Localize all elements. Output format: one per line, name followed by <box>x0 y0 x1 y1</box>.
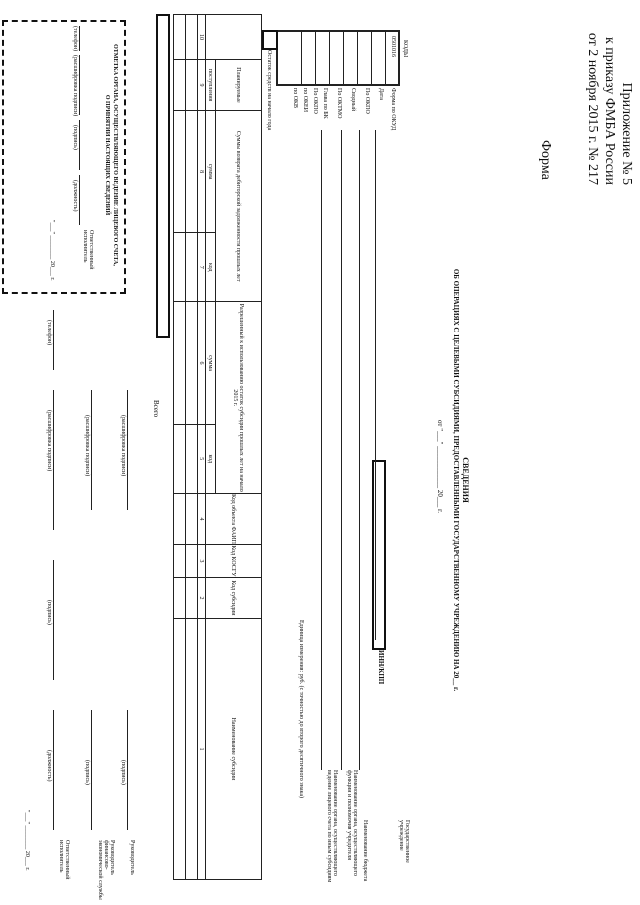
okpo2-label: По ОКПО <box>312 88 318 114</box>
sig-exec-podpis: (подпись) <box>46 600 52 625</box>
organ-functions-label: Наименование органа, осуществляющего функции и полномочия учредителя <box>346 770 358 876</box>
sub-sum-2: сумма <box>206 302 216 424</box>
inn-label: ИНН/КПП <box>377 650 385 685</box>
sig-exec-label: Ответственный исполнитель <box>58 840 70 880</box>
col-planned-pay-header <box>206 15 262 60</box>
sig-exec-rassh: (расшифровка подписи) <box>46 410 52 472</box>
form-label: Форма <box>538 140 553 180</box>
institution-label: Государственное учреждение <box>398 820 410 863</box>
subsidy-table <box>173 14 262 880</box>
col-kosgu-header: Код КОСГУ <box>206 545 262 578</box>
sig-head-rassh: (расшифровка подписи) <box>120 415 126 477</box>
mark-podpis: (подпись) <box>72 125 78 150</box>
mark-tel: (телефон) <box>72 26 78 52</box>
title-line1: СВЕДЕНИЯ <box>461 457 470 503</box>
sub-income: поступления <box>206 60 216 111</box>
num-6: 6 <box>198 302 206 424</box>
oktmo-label: По ОКТМО <box>336 88 342 119</box>
okud-value: 0501016 <box>390 36 396 57</box>
codes-box <box>276 30 400 86</box>
mark-line2: О ПРИНЯТИИ НАСТОЯЩИХ СВЕДЕНИЙ <box>104 94 110 216</box>
appendix-line1: Приложение № 5 <box>619 82 634 185</box>
okud-label: Форма по ОКУД <box>390 88 396 131</box>
date-line: от "___" ____________ 20___ г. <box>436 420 444 514</box>
sig-fin-label: Руководитель финансово-экономической службы <box>97 840 115 900</box>
balance-label: Остаток средств на начало года <box>266 50 272 131</box>
sig-exec-dolzh: (должность) <box>46 750 52 782</box>
sig-exec-tel: (телефон) <box>46 320 52 346</box>
units-label: Единица измерения: руб. (с точностью до второго десятичного знака) <box>298 620 304 798</box>
num-4: 4 <box>198 494 206 545</box>
mark-rassh: (расшифровка подписи) <box>72 55 78 117</box>
num-5: 5 <box>198 424 206 493</box>
table-row <box>174 15 186 880</box>
sub-code-1: код <box>206 233 216 302</box>
num-8: 8 <box>198 111 206 233</box>
okei-label: по ОКЕИ <box>302 88 308 113</box>
num-2: 2 <box>198 578 206 619</box>
sub-sum-1: сумма <box>206 111 216 233</box>
num-1: 1 <box>198 619 206 880</box>
col-name-header: Наименование субсидии <box>206 619 262 880</box>
num-3: 3 <box>198 545 206 578</box>
mark-date: "___" ________ 20___ г. <box>49 220 55 281</box>
title-line2: ОБ ОПЕРАЦИЯХ С ЦЕЛЕВЫМИ СУБСИДИЯМИ, ПРЕДОСТАВЛЕННЫМИ ГОСУДАРСТВЕННОМУ УЧРЕЖДЕНИЮ НА 20__ г. <box>452 268 460 692</box>
balance-box <box>262 30 278 50</box>
total-label: Всего <box>152 400 160 418</box>
mark-exec-label: Ответственный исполнитель <box>82 230 94 270</box>
codes-header: КОДЫ <box>402 40 408 58</box>
sig-date: "___" ________ 20___ г. <box>24 810 30 871</box>
sub-code-2: код <box>206 424 216 493</box>
col-return-header: Суммы возврата дебиторской задолженности прошлых лет <box>216 111 262 302</box>
okv-label: по ОКВ <box>292 88 298 109</box>
bk-label: Глава по БК <box>322 88 328 119</box>
table-row <box>186 15 198 880</box>
okpo-label: По ОКПО <box>364 88 370 114</box>
col-planned-header: Планируемые <box>216 60 262 111</box>
num-7: 7 <box>198 233 206 302</box>
col-code-header: Код субсидии <box>206 578 262 619</box>
sig-fin-rassh: (расшифровка подписи) <box>84 415 90 477</box>
appendix-line2: к приказу ФМБА России <box>602 37 617 185</box>
num-9: 9 <box>198 60 206 111</box>
num-10: 10 <box>198 15 206 60</box>
col-allowed-header: Разрешенный к использованию остаток субсидии прошлых лет на начало 2015 г. <box>216 302 262 494</box>
appendix-line3: от 2 ноября 2015 г. № 217 <box>585 32 600 185</box>
budget-label: Наименование бюджета <box>362 820 368 882</box>
svodny-label: Сводный <box>350 88 356 112</box>
mark-line1: ОТМЕТКА ОРГАНА, ОСУЩЕСТВЛЯЮЩЕГО ВЕДЕНИЕ ЛИЦЕВОГО СЧЕТА, <box>112 44 118 266</box>
sig-head-label: Руководитель <box>129 840 135 875</box>
total-box <box>156 14 170 338</box>
sig-head-podpis: (подпись) <box>120 760 126 785</box>
date-label: Дата <box>378 88 384 100</box>
sig-fin-podpis: (подпись) <box>84 760 90 785</box>
mark-dolzh: (должность) <box>72 180 78 212</box>
organ-account-label: Наименование органа, осуществляющего ведение лицевого счета по иным субсидиям <box>326 770 338 883</box>
col-faip-header: Код объекта ФАИП <box>206 494 262 545</box>
